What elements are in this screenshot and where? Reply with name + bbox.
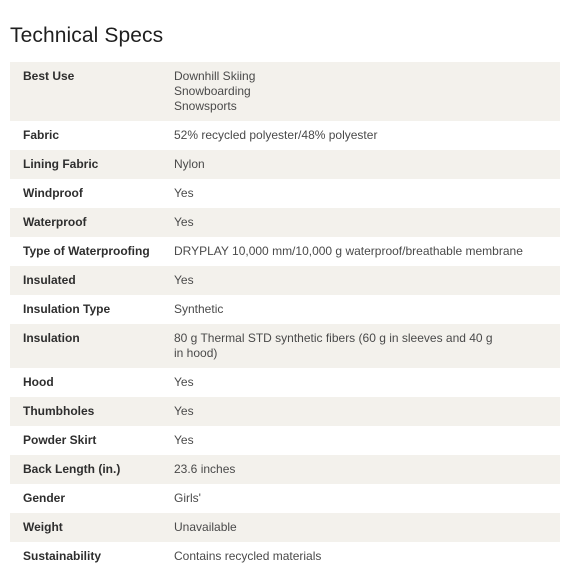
spec-value — [174, 331, 560, 361]
spec-value-line: Yes — [174, 215, 194, 229]
spec-value — [174, 404, 560, 419]
specs-table — [10, 62, 560, 571]
spec-value — [174, 215, 560, 230]
spec-row-waterproof — [10, 208, 560, 237]
spec-value-line: Synthetic — [174, 302, 224, 316]
spec-value — [174, 69, 560, 114]
spec-label: Insulated — [23, 273, 76, 287]
spec-value-line: Downhill Skiing — [174, 69, 256, 83]
spec-row-type-of-waterproofing — [10, 237, 560, 266]
spec-value — [174, 462, 560, 477]
spec-label: Fabric — [23, 128, 60, 142]
spec-value-line: Yes — [174, 404, 194, 418]
spec-value-line: Yes — [174, 375, 194, 389]
spec-value-line: Contains recycled materials — [174, 549, 322, 563]
spec-value-line: Girls' — [174, 491, 201, 505]
spec-value-line: Unavailable — [174, 520, 237, 534]
spec-value — [174, 302, 560, 317]
spec-row-thumbholes — [10, 397, 560, 426]
spec-value — [174, 549, 560, 564]
spec-label: Gender — [23, 491, 66, 505]
spec-row-windproof — [10, 179, 560, 208]
spec-row-weight — [10, 513, 560, 542]
section-title: Technical Specs — [10, 24, 164, 47]
spec-label: Type of Waterproofing — [23, 244, 150, 258]
spec-value — [174, 520, 560, 535]
spec-label: Waterproof — [23, 215, 87, 229]
spec-row-powder-skirt — [10, 426, 560, 455]
spec-row-sustainability — [10, 542, 560, 571]
spec-row-insulation — [10, 324, 560, 368]
spec-row-gender — [10, 484, 560, 513]
spec-value-line: Snowboarding — [174, 84, 251, 98]
spec-value — [174, 375, 560, 390]
spec-value-line: Nylon — [174, 157, 205, 171]
spec-value-line: 80 g Thermal STD synthetic fibers (60 g in sleeves and 40 g — [174, 331, 493, 345]
spec-label: Powder Skirt — [23, 433, 97, 447]
spec-label: Back Length (in.) — [23, 462, 121, 476]
spec-label: Insulation Type — [23, 302, 111, 316]
spec-label: Thumbholes — [23, 404, 95, 418]
spec-value — [174, 244, 560, 259]
spec-label: Sustainability — [23, 549, 102, 563]
spec-row-lining-fabric — [10, 150, 560, 179]
spec-row-back-length — [10, 455, 560, 484]
spec-label: Weight — [23, 520, 63, 534]
spec-value — [174, 273, 560, 288]
spec-value — [174, 433, 560, 448]
spec-value-line: Yes — [174, 433, 194, 447]
spec-row-insulated — [10, 266, 560, 295]
spec-value — [174, 186, 560, 201]
spec-value — [174, 157, 560, 172]
spec-value-line: Yes — [174, 273, 194, 287]
spec-row-fabric — [10, 121, 560, 150]
spec-label: Best Use — [23, 69, 75, 83]
spec-value-line: 23.6 inches — [174, 462, 236, 476]
spec-row-insulation-type — [10, 295, 560, 324]
spec-label: Windproof — [23, 186, 83, 200]
spec-value-line: DRYPLAY 10,000 mm/10,000 g waterproof/breathable membrane — [174, 244, 523, 258]
spec-label: Hood — [23, 375, 54, 389]
spec-value-line: Snowsports — [174, 99, 237, 113]
spec-value-line: 52% recycled polyester/48% polyester — [174, 128, 378, 142]
spec-value-line: Yes — [174, 186, 194, 200]
spec-label: Insulation — [23, 331, 80, 345]
spec-value — [174, 128, 560, 143]
spec-value — [174, 491, 560, 506]
spec-row-best-use — [10, 62, 560, 121]
spec-value-line: in hood) — [174, 346, 218, 360]
spec-label: Lining Fabric — [23, 157, 99, 171]
spec-row-hood — [10, 368, 560, 397]
